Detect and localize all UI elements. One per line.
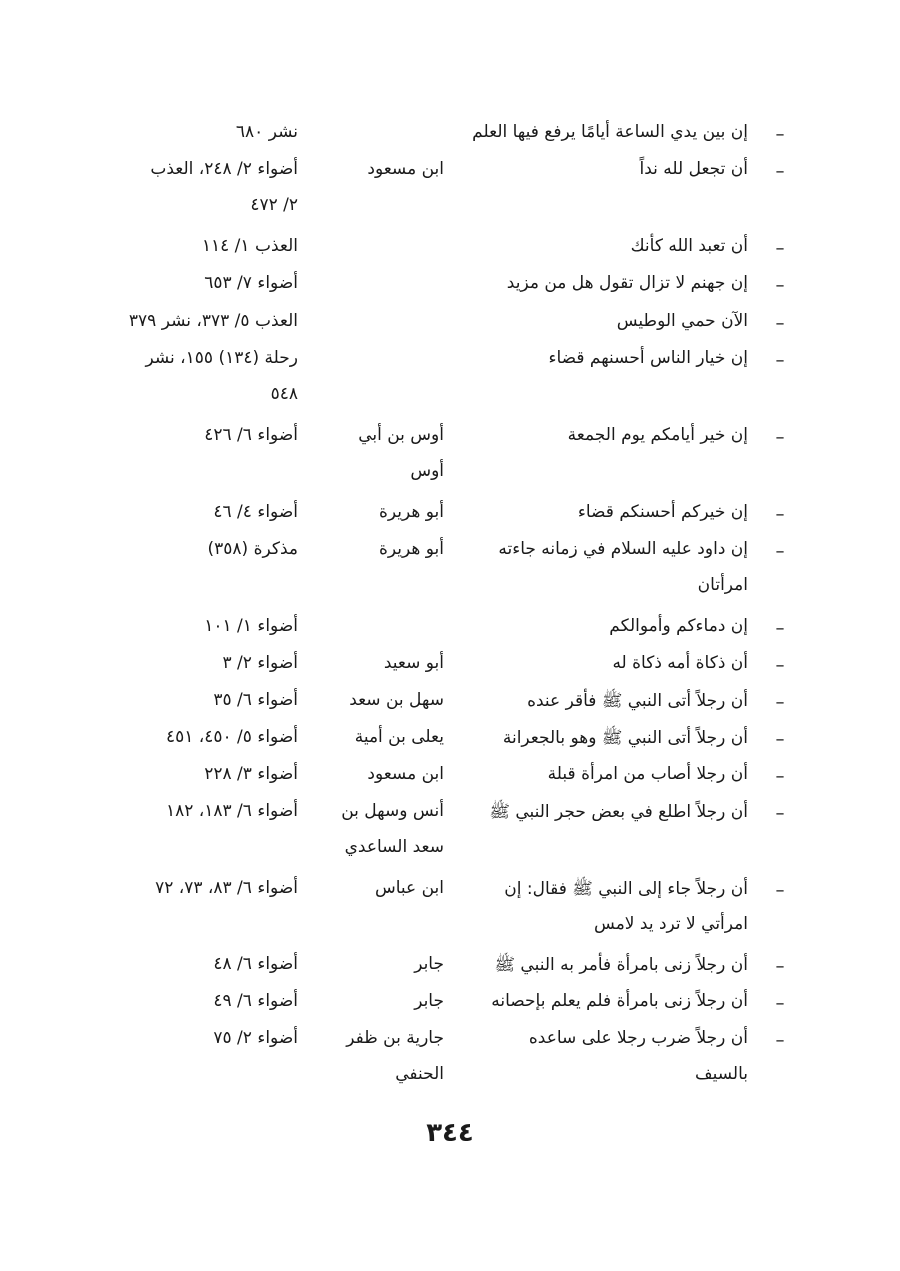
narrator-name: أنس وسهل بن (341, 801, 444, 821)
narrator-name-continuation: أوس (410, 461, 444, 481)
entry-dash: – (775, 655, 785, 676)
hadith-text: أن تعبد الله كأنك (630, 236, 748, 256)
narrator-name-continuation: الحنفي (395, 1064, 444, 1084)
entry-dash: – (775, 313, 785, 334)
narrator-name: ابن مسعود (367, 159, 444, 179)
source-reference: أضواء ٦/ ٤٨ (213, 954, 298, 974)
page-number: ٣٤٤ (426, 1118, 474, 1148)
narrator-name: ابن عباس (374, 878, 444, 898)
entry-dash: – (775, 803, 785, 824)
entry-dash: – (775, 692, 785, 713)
hadith-text-continuation: امرأتان (697, 575, 748, 595)
entry-dash: – (775, 238, 785, 259)
source-reference: أضواء ٧/ ٦٥٣ (204, 273, 298, 293)
hadith-text: الآن حمي الوطيس (616, 311, 748, 331)
hadith-text: أن رجلاً أتى النبي ﷺ فأقر عنده (527, 691, 748, 711)
index-entry (110, 760, 790, 800)
index-entry (110, 307, 790, 347)
hadith-text: أن رجلاً زنى بامرأة فلم يعلم بإحصانه (491, 991, 748, 1011)
hadith-text: أن رجلاً زنى بامرأة فأمر به النبي ﷺ (494, 955, 748, 975)
source-reference: أضواء ٦/ ١٨٣، ١٨٢ (165, 801, 298, 821)
narrator-name: أبو هريرة (378, 539, 444, 559)
hadith-text: أن رجلا أصاب من امرأة قبلة (547, 764, 748, 784)
hadith-text: إن جهنم لا تزال تقول هل من مزيد (506, 273, 748, 293)
entry-dash: – (775, 275, 785, 296)
source-reference: أضواء ٢/ ٣ (222, 653, 298, 673)
index-entry (110, 232, 790, 272)
entry-dash: – (775, 766, 785, 787)
source-reference: أضواء ٦/ ٣٥ (213, 690, 298, 710)
narrator-name-continuation: سعد الساعدي (344, 837, 444, 857)
hadith-text: إن خير أيامكم يوم الجمعة (567, 425, 748, 445)
entry-dash: – (775, 729, 785, 750)
index-entry (110, 612, 790, 652)
narrator-name: جابر (414, 954, 444, 974)
narrator-name: أبو سعيد (383, 653, 444, 673)
index-entry (110, 686, 790, 726)
source-reference: أضواء ١/ ١٠١ (204, 616, 298, 636)
entry-dash: – (775, 618, 785, 639)
narrator-name: ابن مسعود (367, 764, 444, 784)
index-entry (110, 269, 790, 309)
hadith-text: أن رجلاً أتى النبي ﷺ وهو بالجعرانة (502, 728, 748, 748)
index-entry (110, 723, 790, 763)
hadith-text: أن تجعل لله نداً (639, 159, 748, 179)
index-entry (110, 498, 790, 538)
source-reference: أضواء ٢/ ٧٥ (213, 1028, 298, 1048)
hadith-text: إن دماءكم وأموالكم (609, 616, 748, 636)
entry-dash: – (775, 504, 785, 525)
index-entry (110, 344, 790, 404)
source-reference-continuation: ٥٤٨ (270, 384, 298, 404)
narrator-name: جابر (414, 991, 444, 1011)
source-reference: أضواء ٤/ ٤٦ (213, 502, 298, 522)
entry-dash: – (775, 1030, 785, 1051)
index-entry (110, 797, 790, 857)
narrator-name: أبو هريرة (378, 502, 444, 522)
source-reference: مذكرة (٣٥٨) (207, 539, 298, 559)
source-reference: رحلة (١٣٤) ١٥٥، نشر (145, 348, 298, 368)
entry-dash: – (775, 427, 785, 448)
entry-dash: – (775, 541, 785, 562)
entry-dash: – (775, 993, 785, 1014)
narrator-name: يعلى بن أمية (354, 727, 444, 747)
source-reference: أضواء ٦/ ٤٢٦ (204, 425, 298, 445)
narrator-name: سهل بن سعد (349, 690, 444, 710)
entry-dash: – (775, 350, 785, 371)
index-entry (110, 649, 790, 689)
hadith-text: إن خيركم أحسنكم قضاء (577, 502, 748, 522)
narrator-name: أوس بن أبي (358, 425, 444, 445)
entry-dash: – (775, 880, 785, 901)
source-reference-continuation: ٢/ ٤٧٢ (250, 195, 298, 215)
narrator-name: جارية بن ظفر (346, 1028, 444, 1048)
index-entry (110, 118, 790, 158)
hadith-text: إن بين يدي الساعة أيامًا يرفع فيها العلم (472, 122, 748, 142)
source-reference: أضواء ٢/ ٢٤٨، العذب (150, 159, 298, 179)
source-reference: أضواء ٦/ ٤٩ (213, 991, 298, 1011)
hadith-text-continuation: امرأتي لا ترد يد لامس (594, 914, 748, 934)
hadith-text: أن ذكاة أمه ذكاة له (612, 653, 748, 673)
index-entry (110, 155, 790, 215)
hadith-text-continuation: بالسيف (695, 1064, 748, 1084)
index-entry (110, 950, 790, 990)
index-entry (110, 874, 790, 934)
hadith-text: أن رجلاً جاء إلى النبي ﷺ فقال: إن (504, 879, 748, 899)
entry-dash: – (775, 161, 785, 182)
hadith-text: أن رجلاً ضرب رجلا على ساعده (528, 1028, 748, 1048)
index-entry (110, 421, 790, 481)
source-reference: أضواء ٦/ ٨٣، ٧٣، ٧٢ (155, 878, 298, 898)
index-entry (110, 535, 790, 595)
hadith-text: إن خيار الناس أحسنهم قضاء (548, 348, 748, 368)
entry-dash: – (775, 124, 785, 145)
entry-dash: – (775, 956, 785, 977)
hadith-text: إن داود عليه السلام في زمانه جاءته (498, 539, 748, 559)
source-reference: العذب ١/ ١١٤ (201, 236, 298, 256)
index-entry (110, 987, 790, 1027)
index-entry (110, 1024, 790, 1084)
source-reference: أضواء ٣/ ٢٢٨ (204, 764, 298, 784)
hadith-text: أن رجلاً اطلع في بعض حجر النبي ﷺ (489, 802, 748, 822)
source-reference: نشر ٦٨٠ (235, 122, 298, 142)
source-reference: أضواء ٥/ ٤٥٠، ٤٥١ (165, 727, 298, 747)
source-reference: العذب ٥/ ٣٧٣، نشر ٣٧٩ (128, 311, 298, 331)
